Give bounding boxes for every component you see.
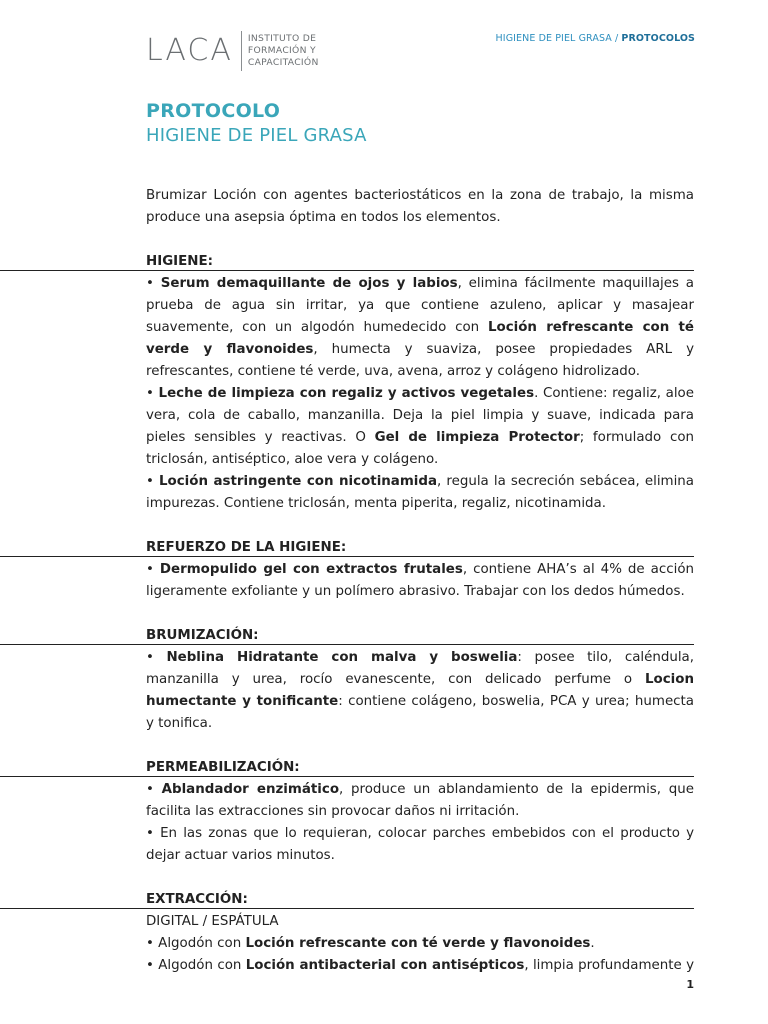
section-heading-refuerzo: REFUERZO DE LA HIGIENE: bbox=[146, 537, 694, 559]
product-name: Leche de limpieza con regaliz y activos vegetales bbox=[158, 386, 535, 401]
product-name: Loción astringente con nicotinamida bbox=[159, 474, 438, 489]
section-heading-brumizacion: BRUMIZACIÓN: bbox=[146, 625, 694, 647]
logo-subtitle-line: FORMACIÓN Y bbox=[247, 45, 316, 56]
document-body bbox=[146, 185, 694, 977]
page-title-line2: HIGIENE DE PIEL GRASA bbox=[146, 125, 367, 146]
subheading: DIGITAL / ESPÁTULA bbox=[146, 914, 279, 929]
product-name: Loción refrescante con té verde y flavonoides bbox=[245, 936, 591, 951]
page-number: 1 bbox=[686, 978, 694, 991]
paragraph: • Neblina Hidratante con malva y boswelia: posee tilo, caléndula, manzanilla y urea, rocío evanescente, con delicado perfume o Locion humectante y tonificante: contiene colágeno, boswelia, PCA y urea; humecta y tonifica. bbox=[146, 650, 695, 731]
product-name: Gel de limpieza Protector bbox=[374, 430, 580, 445]
paragraph: • Dermopulido gel con extractos frutales, contiene AHA’s al 4% de acción ligeramente exfoliante y un polímero abrasivo. Trabajar con los dedos húmedos. bbox=[146, 562, 695, 599]
breadcrumb-section[interactable]: HIGIENE DE PIEL GRASA bbox=[495, 33, 612, 44]
product-name: Dermopulido gel con extractos frutales bbox=[159, 562, 463, 577]
paragraph: • Algodón con Loción refrescante con té verde y flavonoides. bbox=[146, 936, 595, 951]
logo-subtitle-line: INSTITUTO DE bbox=[247, 33, 317, 44]
logo-divider bbox=[241, 31, 242, 71]
breadcrumb bbox=[496, 33, 695, 44]
paragraph: • Algodón con Loción antibacterial con antisépticos, limpia profundamente y bbox=[146, 958, 695, 973]
paragraph: • Serum demaquillante de ojos y labios, elimina fácilmente maquillajes a prueba de agua sin irritar, ya que contiene azuleno, aplicar y masajear suavemente, con un algodón humedecido con Loción refrescante con té verde y flavonoides, humecta y suaviza, posee propiedades ARL y refrescantes, contiene té verde, uva, avena, arroz y colágeno hidrolizado. bbox=[146, 276, 694, 379]
product-name: Ablandador enzimático bbox=[161, 782, 340, 797]
paragraph: • Ablandador enzimático, produce un ablandamiento de la epidermis, que facilita las extracciones sin provocar daños ni irritación. bbox=[146, 782, 694, 819]
paragraph: • En las zonas que lo requieran, colocar parches embebidos con el producto y dejar actuar varios minutos. bbox=[146, 826, 694, 863]
product-name: Serum demaquillante de ojos y labios bbox=[160, 276, 458, 291]
product-name: Loción antibacterial con antisépticos bbox=[245, 958, 525, 973]
page-title bbox=[146, 99, 367, 149]
paragraph: • Loción astringente con nicotinamida, regula la secreción sebácea, elimina impurezas. Contiene triclosán, menta piperita, regaliz, nicotinamida. bbox=[146, 474, 694, 511]
paragraph: • Leche de limpieza con regaliz y activos vegetales. Contiene: regaliz, aloe vera, cola de caballo, manzanilla. Deja la piel limpia y suave, indicada para pieles sensibles y reactivas. O Gel de limpieza Protector; formulado con triclosán, antiséptico, aloe vera y colágeno. bbox=[146, 386, 694, 467]
logo-subtitle bbox=[248, 33, 319, 69]
breadcrumb-separator: / bbox=[611, 33, 622, 44]
product-name: Neblina Hidratante con malva y boswelia bbox=[166, 650, 518, 665]
intro-paragraph: Brumizar Loción con agentes bacteriostáticos en la zona de trabajo, la misma produce una asepsia óptima en todos los elementos. bbox=[146, 188, 694, 225]
product-name: Locion humectante y tonificante bbox=[146, 672, 694, 709]
section-heading-permeabilizacion: PERMEABILIZACIÓN: bbox=[146, 757, 694, 779]
logo bbox=[146, 30, 319, 72]
logo-subtitle-line: CAPACITACIÓN bbox=[247, 57, 319, 68]
section-heading-higiene: HIGIENE: bbox=[146, 251, 694, 273]
logo-wordmark: LACA bbox=[146, 33, 233, 68]
section-heading-extraccion: EXTRACCIÓN: bbox=[146, 889, 694, 911]
product-name: Loción refrescante con té verde y flavonoides bbox=[146, 320, 694, 357]
page-title-line1: PROTOCOLO bbox=[146, 100, 281, 122]
breadcrumb-current[interactable]: PROTOCOLOS bbox=[621, 33, 695, 44]
